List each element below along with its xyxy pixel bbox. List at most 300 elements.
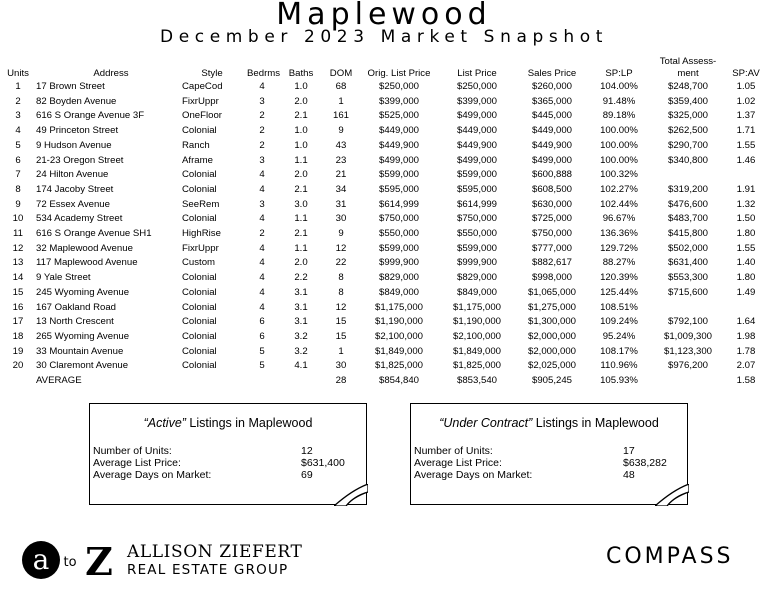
contract-avg-price-value: $638,282	[623, 457, 667, 469]
cell-sp-lp: 100.00%	[600, 125, 638, 137]
cell-address: 13 North Crescent	[36, 316, 114, 328]
cell-dom: 34	[335, 183, 347, 195]
cell-style: SeeRem	[182, 198, 220, 210]
cell-total-assessment: $976,200	[667, 360, 708, 372]
cell-dom: 12	[335, 242, 347, 254]
cell-list-price: $1,825,000	[452, 360, 501, 372]
cell-sales-price: $2,000,000	[527, 330, 576, 342]
cell-style: Colonial	[182, 272, 217, 284]
table-row	[0, 346, 768, 358]
cell-baths: 3.1	[294, 286, 308, 298]
cell-unit: 19	[12, 345, 24, 357]
cell-sp-lp: 109.24%	[600, 316, 638, 328]
cell-address: 30 Claremont Avenue	[36, 360, 129, 372]
cell-bedrms: 4	[259, 257, 265, 269]
cell-dom: 1	[338, 95, 344, 107]
cell-total-assessment: $553,300	[667, 272, 708, 284]
cell-bedrms: 3	[259, 198, 265, 210]
cell-sales-price: $445,000	[531, 110, 572, 122]
header-total-assessment-1: Total Assess-	[659, 56, 717, 67]
cell-sp-av: 2.07	[736, 360, 756, 372]
cell-address: 167 Oakland Road	[36, 301, 117, 313]
cell-list-price: $449,900	[456, 139, 497, 151]
cell-address: 616 S Orange Avenue SH1	[36, 228, 152, 239]
cell-total-assessment: $502,000	[667, 242, 708, 254]
cell-sp-av: 1.80	[736, 272, 756, 284]
cell-bedrms: 4	[259, 301, 265, 313]
cell-address: 49 Princeton Street	[36, 125, 119, 137]
header-style: Style	[201, 68, 223, 79]
table-row	[0, 257, 768, 269]
cell-style: Colonial	[182, 183, 217, 195]
cell-sp-lp: 100.00%	[600, 154, 638, 166]
cell-baths: 1.1	[294, 154, 308, 166]
cell-list-price: $750,000	[456, 213, 497, 225]
cell-address: 17 Brown Street	[36, 81, 105, 92]
header-sp-av: SP:AV	[732, 68, 760, 79]
cell-list-price: $829,000	[456, 272, 497, 284]
header-orig-list-price: Orig. List Price	[367, 68, 431, 79]
contract-box-title-rest: Listings in Maplewood	[532, 416, 659, 430]
cell-sales-price: $998,000	[531, 272, 572, 284]
cell-style: Ranch	[182, 139, 210, 151]
cell-dom: 68	[335, 81, 347, 92]
active-avg-price-label: Average List Price:	[93, 457, 181, 469]
cell-dom: 30	[335, 213, 347, 225]
cell-sp-av: 1.64	[736, 316, 756, 328]
cell-unit: 16	[12, 301, 24, 313]
cell-baths: 1.1	[294, 213, 308, 225]
cell-dom: 23	[335, 154, 347, 166]
cell-sp-lp: 108.17%	[600, 345, 638, 357]
cell-bedrms: 2	[259, 110, 265, 122]
cell-style: Colonial	[182, 316, 217, 328]
cell-list-price: $550,000	[456, 228, 497, 239]
cell-sales-price: $1,275,000	[527, 301, 576, 313]
cell-orig-list-price: $849,000	[378, 286, 419, 298]
cell-list-price: $250,000	[456, 81, 497, 92]
table-row	[0, 96, 768, 108]
cell-baths: 3.2	[294, 330, 308, 342]
cell-address: 21-23 Oregon Street	[36, 154, 124, 166]
table-row	[0, 81, 768, 93]
cell-bedrms: 3	[259, 95, 265, 107]
cell-baths: 1.0	[294, 139, 308, 151]
table-row	[0, 140, 768, 152]
cell-style: Aframe	[182, 154, 213, 166]
cell-baths: 2.1	[294, 110, 308, 122]
cell-address: 174 Jacoby Street	[36, 183, 114, 195]
cell-sp-av: 1.05	[736, 81, 756, 92]
cell-sp-lp: 104.00%	[600, 81, 638, 92]
cell-list-price: $595,000	[456, 183, 497, 195]
cell-address: 82 Boyden Avenue	[36, 95, 117, 107]
active-box-title-rest: Listings in Maplewood	[185, 416, 313, 430]
cell-dom: 161	[332, 110, 349, 122]
cell-list-price: $499,000	[456, 110, 497, 122]
cell-baths: 3.1	[294, 316, 308, 328]
cell-sp-lp: 102.27%	[600, 183, 638, 195]
cell-dom: 31	[335, 198, 347, 210]
cell-sp-av: 1.32	[736, 198, 756, 210]
header-total-assessment-2: ment	[677, 68, 699, 79]
table-row	[0, 287, 768, 299]
active-avg-price-value: $631,400	[301, 457, 345, 469]
contract-box-title-italic: “Under Contract”	[439, 416, 533, 430]
cell-baths: 2.0	[294, 95, 308, 107]
cell-sales-price: $750,000	[531, 228, 572, 239]
cell-sp-av: 1.55	[736, 139, 756, 151]
cell-baths: 2.0	[294, 169, 308, 181]
cell-sales-price: $1,065,000	[527, 286, 576, 298]
cell-total-assessment: $340,800	[667, 154, 708, 166]
cell-orig-list-price: $1,849,000	[374, 345, 423, 357]
cell-baths: 3.2	[294, 345, 308, 357]
cell-sp-lp: 125.44%	[600, 286, 638, 298]
cell-bedrms: 4	[259, 183, 265, 195]
cell-sp-av: 1.55	[736, 242, 756, 254]
cell-dom: 8	[338, 286, 344, 298]
cell-bedrms: 4	[259, 81, 265, 92]
a-to-z-logo	[20, 539, 116, 586]
cell-bedrms: 4	[259, 169, 265, 181]
cell-unit: 20	[12, 360, 24, 372]
table-row	[0, 316, 768, 328]
brand-name-line2: REAL ESTATE GROUP	[127, 562, 289, 578]
active-units-label: Number of Units:	[93, 445, 172, 457]
cell-sp-lp: 108.51%	[600, 301, 638, 313]
cell-baths: 2.1	[294, 228, 308, 239]
cell-address: 9 Hudson Avenue	[36, 139, 112, 151]
cell-orig-list-price: $449,000	[378, 125, 419, 137]
cell-orig-list-price: $1,190,000	[374, 316, 423, 328]
cell-baths: 1.0	[294, 125, 308, 137]
cell-total-assessment: $262,500	[667, 125, 708, 137]
table-row	[0, 199, 768, 211]
cell-sales-price: $2,025,000	[527, 360, 576, 372]
cell-address: 33 Mountain Avenue	[36, 345, 124, 357]
cell-dom: 21	[335, 169, 347, 181]
cell-style: Custom	[182, 257, 216, 269]
header-bedrms: Bedrms	[247, 68, 281, 79]
header-dom: DOM	[329, 68, 353, 79]
cell-style: CapeCod	[182, 81, 223, 92]
average-row	[0, 375, 768, 387]
cell-sales-price: $2,000,000	[527, 345, 576, 357]
cell-orig-list-price: $250,000	[378, 81, 419, 92]
cell-style: Colonial	[182, 286, 217, 298]
cell-dom: 43	[335, 139, 347, 151]
average-dom: 28	[335, 375, 347, 386]
cell-bedrms: 5	[259, 360, 265, 372]
cell-sales-price: $1,300,000	[527, 316, 576, 328]
cell-orig-list-price: $499,000	[378, 154, 419, 166]
cell-address: 534 Academy Street	[36, 213, 123, 225]
table-row	[0, 169, 768, 181]
cell-total-assessment: $476,600	[667, 198, 708, 210]
cell-dom: 22	[335, 257, 347, 269]
active-avg-dom-value: 69	[301, 469, 313, 481]
page-curl-icon	[655, 484, 689, 506]
active-avg-dom-label: Average Days on Market:	[93, 469, 212, 481]
cell-orig-list-price: $2,100,000	[374, 330, 423, 342]
page-title: Maplewood	[276, 0, 492, 32]
cell-address: 32 Maplewood Avenue	[36, 242, 133, 254]
cell-sales-price: $365,000	[531, 95, 572, 107]
cell-list-price: $999,900	[456, 257, 497, 269]
logo-z: Z	[85, 539, 113, 581]
cell-dom: 15	[335, 330, 347, 342]
cell-sp-lp: 91.48%	[602, 95, 636, 107]
cell-orig-list-price: $999,900	[378, 257, 419, 269]
contract-box-title	[411, 416, 687, 430]
cell-bedrms: 6	[259, 330, 265, 342]
average-sales-price: $905,245	[531, 375, 572, 386]
table-row	[0, 110, 768, 122]
cell-total-assessment: $319,200	[667, 183, 708, 195]
cell-baths: 2.0	[294, 257, 308, 269]
cell-address: 265 Wyoming Avenue	[36, 330, 130, 342]
cell-style: Colonial	[182, 360, 217, 372]
cell-unit: 1	[15, 81, 21, 92]
cell-orig-list-price: $599,000	[378, 242, 419, 254]
cell-baths: 1.1	[294, 242, 308, 254]
table-row	[0, 360, 768, 372]
header-sales-price: Sales Price	[527, 68, 577, 79]
cell-style: Colonial	[182, 125, 217, 137]
cell-style: Colonial	[182, 169, 217, 181]
cell-sales-price: $608,500	[531, 183, 572, 195]
cell-bedrms: 2	[259, 139, 265, 151]
cell-dom: 30	[335, 360, 347, 372]
contract-avg-price-label: Average List Price:	[414, 457, 502, 469]
cell-unit: 17	[12, 316, 24, 328]
cell-address: 616 S Orange Avenue 3F	[36, 110, 145, 122]
cell-baths: 3.0	[294, 198, 308, 210]
cell-dom: 9	[338, 228, 344, 239]
cell-orig-list-price: $550,000	[378, 228, 419, 239]
table-row	[0, 155, 768, 167]
cell-sp-lp: 89.18%	[602, 110, 636, 122]
cell-sp-lp: 95.24%	[602, 330, 636, 342]
cell-baths: 4.1	[294, 360, 308, 372]
cell-list-price: $1,190,000	[452, 316, 501, 328]
cell-unit: 10	[12, 213, 24, 225]
cell-orig-list-price: $829,000	[378, 272, 419, 284]
cell-sales-price: $260,000	[531, 81, 572, 92]
cell-sp-av: 1.91	[736, 183, 756, 195]
average-sp-av: 1.58	[736, 375, 756, 386]
cell-sales-price: $499,000	[531, 154, 572, 166]
cell-unit: 13	[12, 257, 24, 269]
cell-list-price: $599,000	[456, 169, 497, 181]
under-contract-listings-box	[410, 403, 688, 505]
header-address: Address	[93, 68, 129, 79]
cell-total-assessment: $325,000	[667, 110, 708, 122]
cell-sp-av: 1.40	[736, 257, 756, 269]
cell-unit: 2	[15, 95, 21, 107]
cell-unit: 7	[15, 169, 21, 181]
header-list-price: List Price	[457, 68, 497, 79]
cell-address: 245 Wyoming Avenue	[36, 286, 130, 298]
cell-address: 24 Hilton Avenue	[36, 169, 109, 181]
cell-dom: 1	[338, 345, 344, 357]
cell-address: 9 Yale Street	[36, 272, 91, 284]
cell-sp-lp: 120.39%	[600, 272, 638, 284]
table-row	[0, 302, 768, 314]
cell-sp-av: 1.46	[736, 154, 756, 166]
cell-sp-av: 1.49	[736, 286, 756, 298]
table-row	[0, 213, 768, 225]
cell-unit: 18	[12, 330, 24, 342]
active-units-value: 12	[301, 445, 313, 457]
cell-sp-lp: 136.36%	[600, 228, 638, 239]
cell-total-assessment: $415,800	[667, 228, 708, 239]
cell-baths: 2.1	[294, 183, 308, 195]
cell-address: 72 Essex Avenue	[36, 198, 110, 210]
cell-style: Colonial	[182, 301, 217, 313]
cell-total-assessment: $359,400	[667, 95, 708, 107]
logo-a: a	[32, 543, 50, 576]
cell-sp-av: 1.78	[736, 345, 756, 357]
cell-sp-lp: 102.44%	[600, 198, 638, 210]
cell-sp-av: 1.71	[736, 125, 756, 137]
cell-sp-lp: 100.32%	[600, 169, 638, 181]
cell-unit: 9	[15, 198, 21, 210]
cell-bedrms: 3	[259, 154, 265, 166]
cell-style: HighRise	[182, 228, 221, 239]
table-row	[0, 184, 768, 196]
contract-avg-dom-label: Average Days on Market:	[414, 469, 533, 481]
compass-logo: COMPASS	[606, 544, 734, 569]
cell-unit: 3	[15, 110, 21, 122]
cell-dom: 9	[338, 125, 344, 137]
average-label: AVERAGE	[36, 375, 82, 386]
header-baths: Baths	[288, 68, 314, 79]
cell-unit: 8	[15, 183, 21, 195]
cell-baths: 2.2	[294, 272, 308, 284]
cell-dom: 12	[335, 301, 347, 313]
cell-unit: 5	[15, 139, 21, 151]
cell-orig-list-price: $595,000	[378, 183, 419, 195]
cell-style: Colonial	[182, 330, 217, 342]
cell-sp-lp: 96.67%	[602, 213, 636, 225]
header-sp-lp: SP:LP	[605, 68, 633, 79]
cell-sp-av: 1.50	[736, 213, 756, 225]
cell-list-price: $499,000	[456, 154, 497, 166]
cell-sp-lp: 100.00%	[600, 139, 638, 151]
cell-style: Colonial	[182, 345, 217, 357]
cell-unit: 14	[12, 272, 24, 284]
cell-total-assessment: $1,123,300	[663, 345, 712, 357]
cell-style: OneFloor	[182, 110, 222, 122]
cell-list-price: $849,000	[456, 286, 497, 298]
brand-name-line1: ALLISON ZIEFERT	[127, 542, 303, 562]
cell-style: Colonial	[182, 213, 217, 225]
table-row	[0, 243, 768, 255]
active-listings-box	[89, 403, 367, 505]
cell-baths: 1.0	[294, 81, 308, 92]
cell-unit: 11	[13, 228, 23, 239]
cell-sales-price: $630,000	[531, 198, 572, 210]
cell-bedrms: 2	[259, 228, 265, 239]
cell-sales-price: $600,888	[531, 169, 572, 181]
cell-orig-list-price: $399,000	[378, 95, 419, 107]
logo-to: to	[63, 555, 77, 570]
average-sp-lp: 105.93%	[600, 375, 638, 386]
cell-dom: 8	[338, 272, 344, 284]
cell-total-assessment: $248,700	[667, 81, 708, 92]
average-list-price: $853,540	[456, 375, 497, 386]
cell-list-price: $614,999	[456, 198, 497, 210]
cell-sp-av: 1.80	[736, 228, 756, 239]
page-curl-icon	[334, 484, 368, 506]
cell-bedrms: 4	[259, 242, 265, 254]
cell-orig-list-price: $614,999	[378, 198, 419, 210]
cell-sp-lp: 129.72%	[600, 242, 638, 254]
cell-orig-list-price: $1,825,000	[374, 360, 423, 372]
cell-sp-av: 1.02	[736, 95, 756, 107]
cell-total-assessment: $792,100	[667, 316, 708, 328]
table-row	[0, 125, 768, 137]
cell-sales-price: $449,900	[531, 139, 572, 151]
cell-style: FixrUppr	[182, 95, 219, 107]
active-box-title	[90, 416, 366, 430]
cell-sales-price: $882,617	[531, 257, 572, 269]
cell-sp-lp: 110.96%	[600, 360, 638, 372]
cell-list-price: $2,100,000	[452, 330, 501, 342]
cell-bedrms: 2	[259, 125, 265, 137]
cell-unit: 12	[12, 242, 24, 254]
cell-total-assessment: $631,400	[667, 257, 708, 269]
cell-dom: 15	[335, 316, 347, 328]
cell-sp-av: 1.37	[736, 110, 756, 122]
cell-sp-lp: 88.27%	[602, 257, 636, 269]
table-row	[0, 228, 768, 240]
cell-orig-list-price: $750,000	[378, 213, 419, 225]
active-box-title-italic: “Active”	[143, 416, 186, 430]
cell-orig-list-price: $1,175,000	[374, 301, 423, 313]
cell-sales-price: $777,000	[531, 242, 572, 254]
cell-style: FixrUppr	[182, 242, 219, 254]
contract-units-value: 17	[623, 445, 635, 457]
cell-total-assessment: $715,600	[667, 286, 708, 298]
header-units: Units	[7, 68, 29, 79]
cell-sales-price: $725,000	[531, 213, 572, 225]
cell-baths: 3.1	[294, 301, 308, 313]
cell-sp-av: 1.98	[736, 330, 756, 342]
cell-total-assessment: $483,700	[667, 213, 708, 225]
table-row	[0, 272, 768, 284]
cell-total-assessment: $290,700	[667, 139, 708, 151]
cell-orig-list-price: $525,000	[378, 110, 419, 122]
cell-total-assessment: $1,009,300	[663, 330, 712, 342]
cell-bedrms: 4	[259, 272, 265, 284]
cell-list-price: $1,849,000	[452, 345, 501, 357]
cell-unit: 15	[12, 286, 24, 298]
cell-bedrms: 6	[259, 316, 265, 328]
contract-units-label: Number of Units:	[414, 445, 493, 457]
average-orig-list-price: $854,840	[378, 375, 419, 386]
cell-list-price: $599,000	[456, 242, 497, 254]
cell-address: 117 Maplewood Avenue	[36, 257, 138, 269]
table-row	[0, 331, 768, 343]
cell-list-price: $449,000	[456, 125, 497, 137]
cell-list-price: $399,000	[456, 95, 497, 107]
contract-avg-dom-value: 48	[623, 469, 635, 481]
cell-sales-price: $449,000	[531, 125, 572, 137]
cell-bedrms: 4	[259, 286, 265, 298]
